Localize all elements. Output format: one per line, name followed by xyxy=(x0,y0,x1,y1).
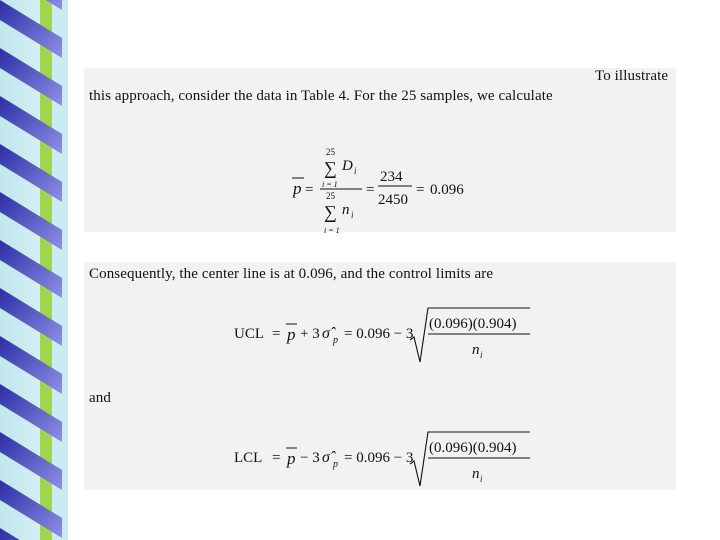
ucl-radicand-numerator: (0.096)(0.904) xyxy=(429,316,517,332)
lcl-radicand-subscript: i xyxy=(480,474,483,484)
sum-top-subscript: i xyxy=(354,166,357,176)
lcl-pbar: p xyxy=(287,449,296,468)
sum-bottom-lower-limit: i = 1 xyxy=(324,226,340,235)
pbar-result: 0.096 xyxy=(430,182,464,198)
lcl-equation xyxy=(234,428,534,497)
equals-sign: = xyxy=(366,182,375,198)
sum-top-sigma: ∑ xyxy=(324,158,337,178)
equals-sign: = xyxy=(305,182,314,198)
lcl-label: LCL xyxy=(234,450,263,466)
ucl-value-expr: = 0.096 − 3 xyxy=(344,326,414,342)
ucl-pbar: p xyxy=(287,325,296,344)
ucl-label: UCL xyxy=(234,326,264,342)
lcl-value-expr: = 0.096 − 3 xyxy=(344,450,414,466)
sum-bottom-upper-limit: 25 xyxy=(326,191,335,201)
equals-sign: = xyxy=(272,326,281,342)
ucl-sigma-hat: σ̂ xyxy=(322,325,330,342)
fraction-denominator: 2450 xyxy=(378,192,408,208)
sum-bottom-sigma: ∑ xyxy=(324,202,337,222)
sum-bottom-term: n xyxy=(342,202,350,218)
intro-tail-text: To illustrate xyxy=(595,68,669,84)
and-text: and xyxy=(89,390,111,406)
sum-top-term: D xyxy=(342,158,353,174)
fraction-numerator: 234 xyxy=(380,169,403,185)
pbar-equation xyxy=(290,142,480,243)
intro-line-text: this approach, consider the data in Table 4. For the 25 samples, we calculate xyxy=(89,88,553,104)
lcl-minus-coeff: − 3 xyxy=(300,450,320,466)
equals-sign: = xyxy=(272,450,281,466)
pbar-symbol: p xyxy=(293,179,302,198)
sum-bottom-subscript: i xyxy=(351,210,354,220)
sum-top-upper-limit: 25 xyxy=(326,147,335,157)
lcl-sigma-subscript: p xyxy=(333,459,338,470)
ucl-radicand-subscript: i xyxy=(480,350,483,360)
lcl-radicand-denominator: n xyxy=(472,466,480,482)
equals-sign: = xyxy=(416,182,425,198)
consequence-line-text: Consequently, the center line is at 0.096, and the control limits are xyxy=(89,266,494,282)
ucl-sigma-subscript: p xyxy=(333,335,338,346)
ucl-plus-coeff: + 3 xyxy=(300,326,320,342)
lcl-sigma-hat: σ̂ xyxy=(322,449,330,466)
sum-top-lower-limit: i = 1 xyxy=(322,180,338,189)
ucl-radicand-denominator: n xyxy=(472,342,480,358)
lcl-radicand-numerator: (0.096)(0.904) xyxy=(429,440,517,456)
decorative-ribbon-border xyxy=(0,0,80,540)
ucl-equation xyxy=(234,304,534,373)
